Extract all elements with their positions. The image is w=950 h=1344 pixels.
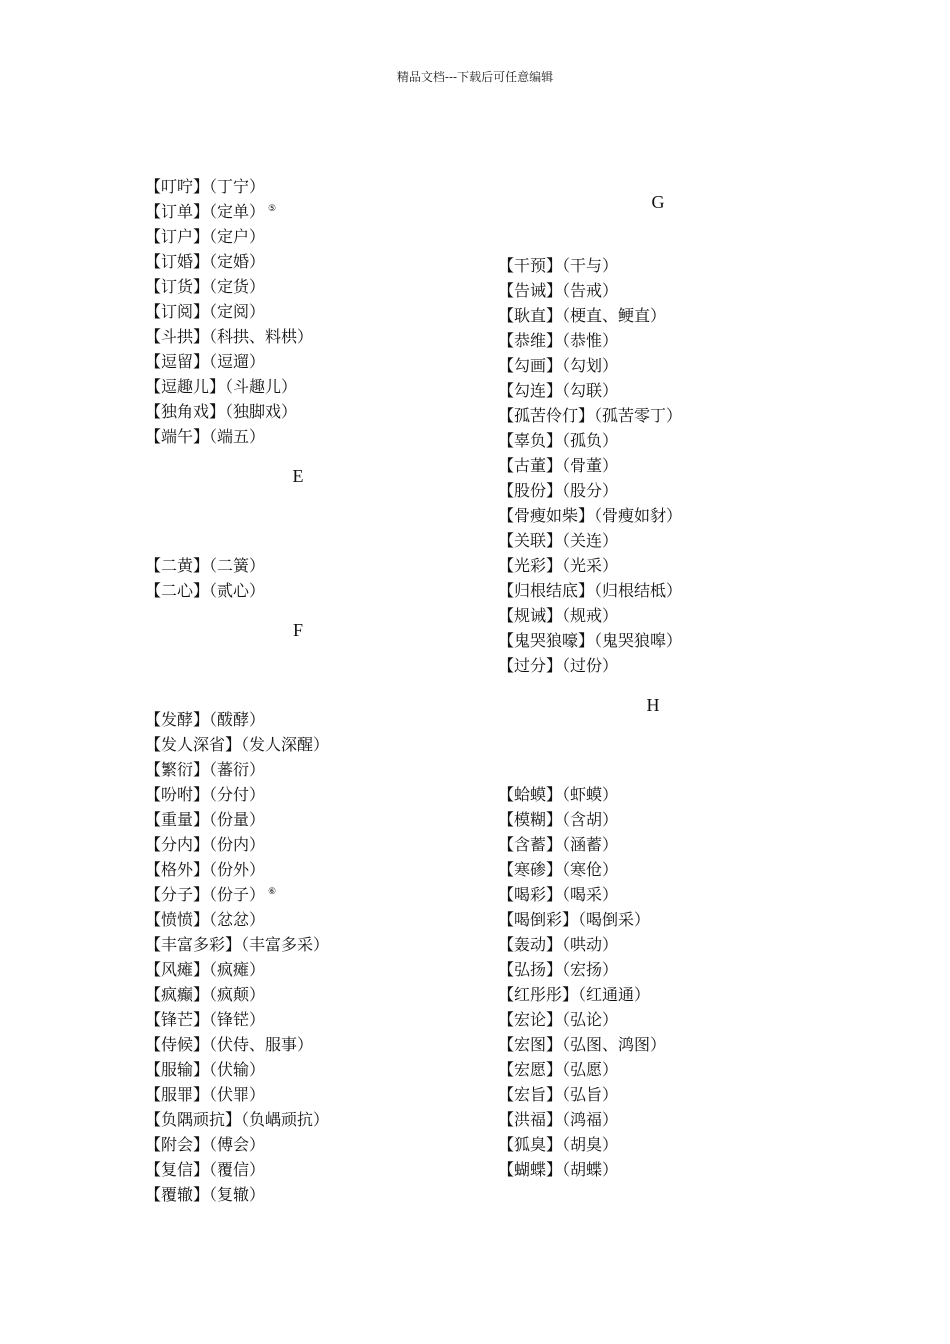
glossary-entry <box>498 428 818 453</box>
glossary-entry <box>498 528 818 553</box>
entry-text: 【丰富多彩】（丰富多采） <box>145 935 330 954</box>
glossary-entry <box>498 882 818 907</box>
entry-text: 【股份】（股分） <box>498 481 619 500</box>
entry-text: 【格外】（份外） <box>145 860 266 879</box>
glossary-entry <box>498 1057 818 1082</box>
entry-text: 【覆辙】（复辙） <box>145 1185 266 1204</box>
glossary-entry <box>498 907 818 932</box>
entry-text: 【附会】（傅会） <box>145 1135 266 1154</box>
entry-text: 【洪福】（鸿福） <box>498 1110 619 1129</box>
glossary-entry <box>145 957 465 982</box>
glossary-entry <box>498 353 818 378</box>
entry-text: 【侍候】（伏侍、服事） <box>145 1035 314 1054</box>
section-heading: F <box>292 620 303 640</box>
glossary-entry <box>145 274 465 299</box>
glossary-entry <box>145 249 465 274</box>
glossary-entry <box>145 732 465 757</box>
glossary-entry <box>145 707 465 732</box>
glossary-entry <box>145 324 465 349</box>
glossary-entry <box>145 832 465 857</box>
entry-text: 【含蓄】（涵蓄） <box>498 835 619 854</box>
entry-text: 【叮咛】（丁宁） <box>145 177 266 196</box>
glossary-entry <box>498 553 818 578</box>
entry-text: 【愤愤】（忿忿） <box>145 910 266 929</box>
glossary-entry <box>145 807 465 832</box>
glossary-entry <box>498 857 818 882</box>
glossary-entry <box>498 957 818 982</box>
entry-text: 【勾画】（勾划） <box>498 356 619 375</box>
entry-text: 【模糊】（含胡） <box>498 810 619 829</box>
entry-text: 【光彩】（光采） <box>498 556 619 575</box>
glossary-entry <box>145 224 465 249</box>
entry-text: 【耿直】（梗直、鲠直） <box>498 306 667 325</box>
glossary-entry <box>145 578 465 603</box>
entry-text: 【辜负】（孤负） <box>498 431 619 450</box>
entry-text: 【红彤彤】（红通通） <box>498 985 651 1004</box>
entry-text: 【告诫】（告戒） <box>498 281 619 300</box>
entry-text: 【蛤蟆】（虾蟆） <box>498 785 619 804</box>
section-heading: H <box>646 695 660 715</box>
entry-text: 【分内】（份内） <box>145 835 266 854</box>
left-column <box>145 174 465 1207</box>
entry-text: 【干预】（干与） <box>498 256 619 275</box>
glossary-entry <box>145 1132 465 1157</box>
glossary-entry <box>498 628 818 653</box>
entry-text: 【订婚】（定婚） <box>145 252 266 271</box>
glossary-entry <box>145 199 465 224</box>
glossary-entry <box>498 653 818 678</box>
entry-text: 【疯癫】（疯颠） <box>145 985 266 1004</box>
right-column <box>498 187 818 1182</box>
entry-text: 【逗趣儿】（斗趣儿） <box>145 377 298 396</box>
entry-text: 【发酵】（酦酵） <box>145 710 266 729</box>
entry-text: 【吩咐】（分付） <box>145 785 266 804</box>
entry-text: 【规诫】（规戒） <box>498 606 619 625</box>
entry-text: 【弘扬】（宏扬） <box>498 960 619 979</box>
footnote-marker: ⑥ <box>268 886 277 897</box>
entry-text: 【轰动】（哄动） <box>498 935 619 954</box>
glossary-entry <box>145 1007 465 1032</box>
entry-text: 【负隅顽抗】（负嵎顽抗） <box>145 1110 330 1129</box>
glossary-entry <box>498 1082 818 1107</box>
entry-text: 【孤苦伶仃】（孤苦零丁） <box>498 406 683 425</box>
entry-text: 【重量】（份量） <box>145 810 266 829</box>
glossary-entry <box>498 932 818 957</box>
glossary-entry <box>145 174 465 199</box>
entry-text: 【逗留】（逗遛） <box>145 352 266 371</box>
glossary-entry <box>498 1107 818 1132</box>
glossary-entry <box>145 299 465 324</box>
entry-text: 【订阅】（定阅） <box>145 302 266 321</box>
entry-text: 【服输】（伏输） <box>145 1060 266 1079</box>
glossary-entry <box>498 328 818 353</box>
entry-text: 【蝴蝶】（胡蝶） <box>498 1160 619 1179</box>
footnote-marker: ⑤ <box>268 203 277 214</box>
glossary-entry <box>498 603 818 628</box>
section-heading: G <box>651 192 665 212</box>
entry-text: 【狐臭】（胡臭） <box>498 1135 619 1154</box>
entry-text: 【宏旨】（弘旨） <box>498 1085 619 1104</box>
entry-text: 【鬼哭狼嚎】（鬼哭狼嗥） <box>498 631 683 650</box>
entry-text: 【订货】（定货） <box>145 277 266 296</box>
entry-text: 【恭维】（恭惟） <box>498 331 619 350</box>
glossary-entry <box>498 1132 818 1157</box>
glossary-entry <box>145 1032 465 1057</box>
glossary-entry <box>498 303 818 328</box>
entry-text: 【分子】（份子） <box>145 885 266 904</box>
glossary-entry <box>145 349 465 374</box>
glossary-entry <box>498 1157 818 1182</box>
glossary-entry <box>145 907 465 932</box>
glossary-entry <box>498 478 818 503</box>
entry-text: 【复信】（覆信） <box>145 1160 266 1179</box>
entry-text: 【二黄】（二簧） <box>145 556 266 575</box>
entry-text: 【繁衍】（蕃衍） <box>145 760 266 779</box>
glossary-entry <box>145 374 465 399</box>
glossary-entry <box>145 932 465 957</box>
entry-text: 【发人深省】（发人深醒） <box>145 735 330 754</box>
glossary-entry <box>145 757 465 782</box>
section-heading: E <box>292 466 304 486</box>
entry-text: 【宏愿】（弘愿） <box>498 1060 619 1079</box>
entry-text: 【服罪】（伏罪） <box>145 1085 266 1104</box>
glossary-entry <box>145 982 465 1007</box>
glossary-entry <box>145 399 465 424</box>
glossary-entry <box>145 882 465 907</box>
glossary-entry <box>145 1107 465 1132</box>
glossary-entry <box>145 1157 465 1182</box>
glossary-entry <box>498 503 818 528</box>
entry-text: 【端午】（端五） <box>145 427 266 446</box>
glossary-entry <box>498 403 818 428</box>
entry-text: 【二心】（贰心） <box>145 581 266 600</box>
glossary-entry <box>498 1007 818 1032</box>
glossary-entry <box>498 578 818 603</box>
glossary-entry <box>145 424 465 449</box>
entry-text: 【订户】（定户） <box>145 227 266 246</box>
entry-text: 【过分】（过份） <box>498 656 619 675</box>
entry-text: 【订单】（定单） <box>145 202 266 221</box>
glossary-entry <box>498 782 818 807</box>
entry-text: 【斗拱】（科拱、料栱） <box>145 327 314 346</box>
glossary-entry <box>498 1032 818 1057</box>
entry-text: 【古董】（骨董） <box>498 456 619 475</box>
entry-text: 【骨瘦如柴】（骨瘦如豺） <box>498 506 683 525</box>
entry-text: 【独角戏】（独脚戏） <box>145 402 298 421</box>
page-header: 精品文档---下载后可任意编辑 <box>396 70 554 84</box>
glossary-entry <box>145 1082 465 1107</box>
entry-text: 【关联】（关连） <box>498 531 619 550</box>
entry-text: 【锋芒】（锋铓） <box>145 1010 266 1029</box>
glossary-entry <box>145 1057 465 1082</box>
glossary-entry <box>145 782 465 807</box>
entry-text: 【宏图】（弘图、鸿图） <box>498 1035 667 1054</box>
glossary-entry <box>498 253 818 278</box>
glossary-entry <box>498 807 818 832</box>
glossary-entry <box>145 857 465 882</box>
glossary-entry <box>145 553 465 578</box>
entry-text: 【寒碜】（寒伧） <box>498 860 619 879</box>
glossary-entry <box>498 453 818 478</box>
glossary-entry <box>145 1182 465 1207</box>
entry-text: 【喝彩】（喝采） <box>498 885 619 904</box>
entry-text: 【喝倒彩】（喝倒采） <box>498 910 651 929</box>
entry-text: 【勾连】（勾联） <box>498 381 619 400</box>
glossary-entry <box>498 278 818 303</box>
glossary-entry <box>498 982 818 1007</box>
entry-text: 【宏论】（弘论） <box>498 1010 619 1029</box>
glossary-entry <box>498 378 818 403</box>
entry-text: 【归根结底】（归根结柢） <box>498 581 683 600</box>
glossary-entry <box>498 832 818 857</box>
entry-text: 【风瘫】（疯瘫） <box>145 960 266 979</box>
